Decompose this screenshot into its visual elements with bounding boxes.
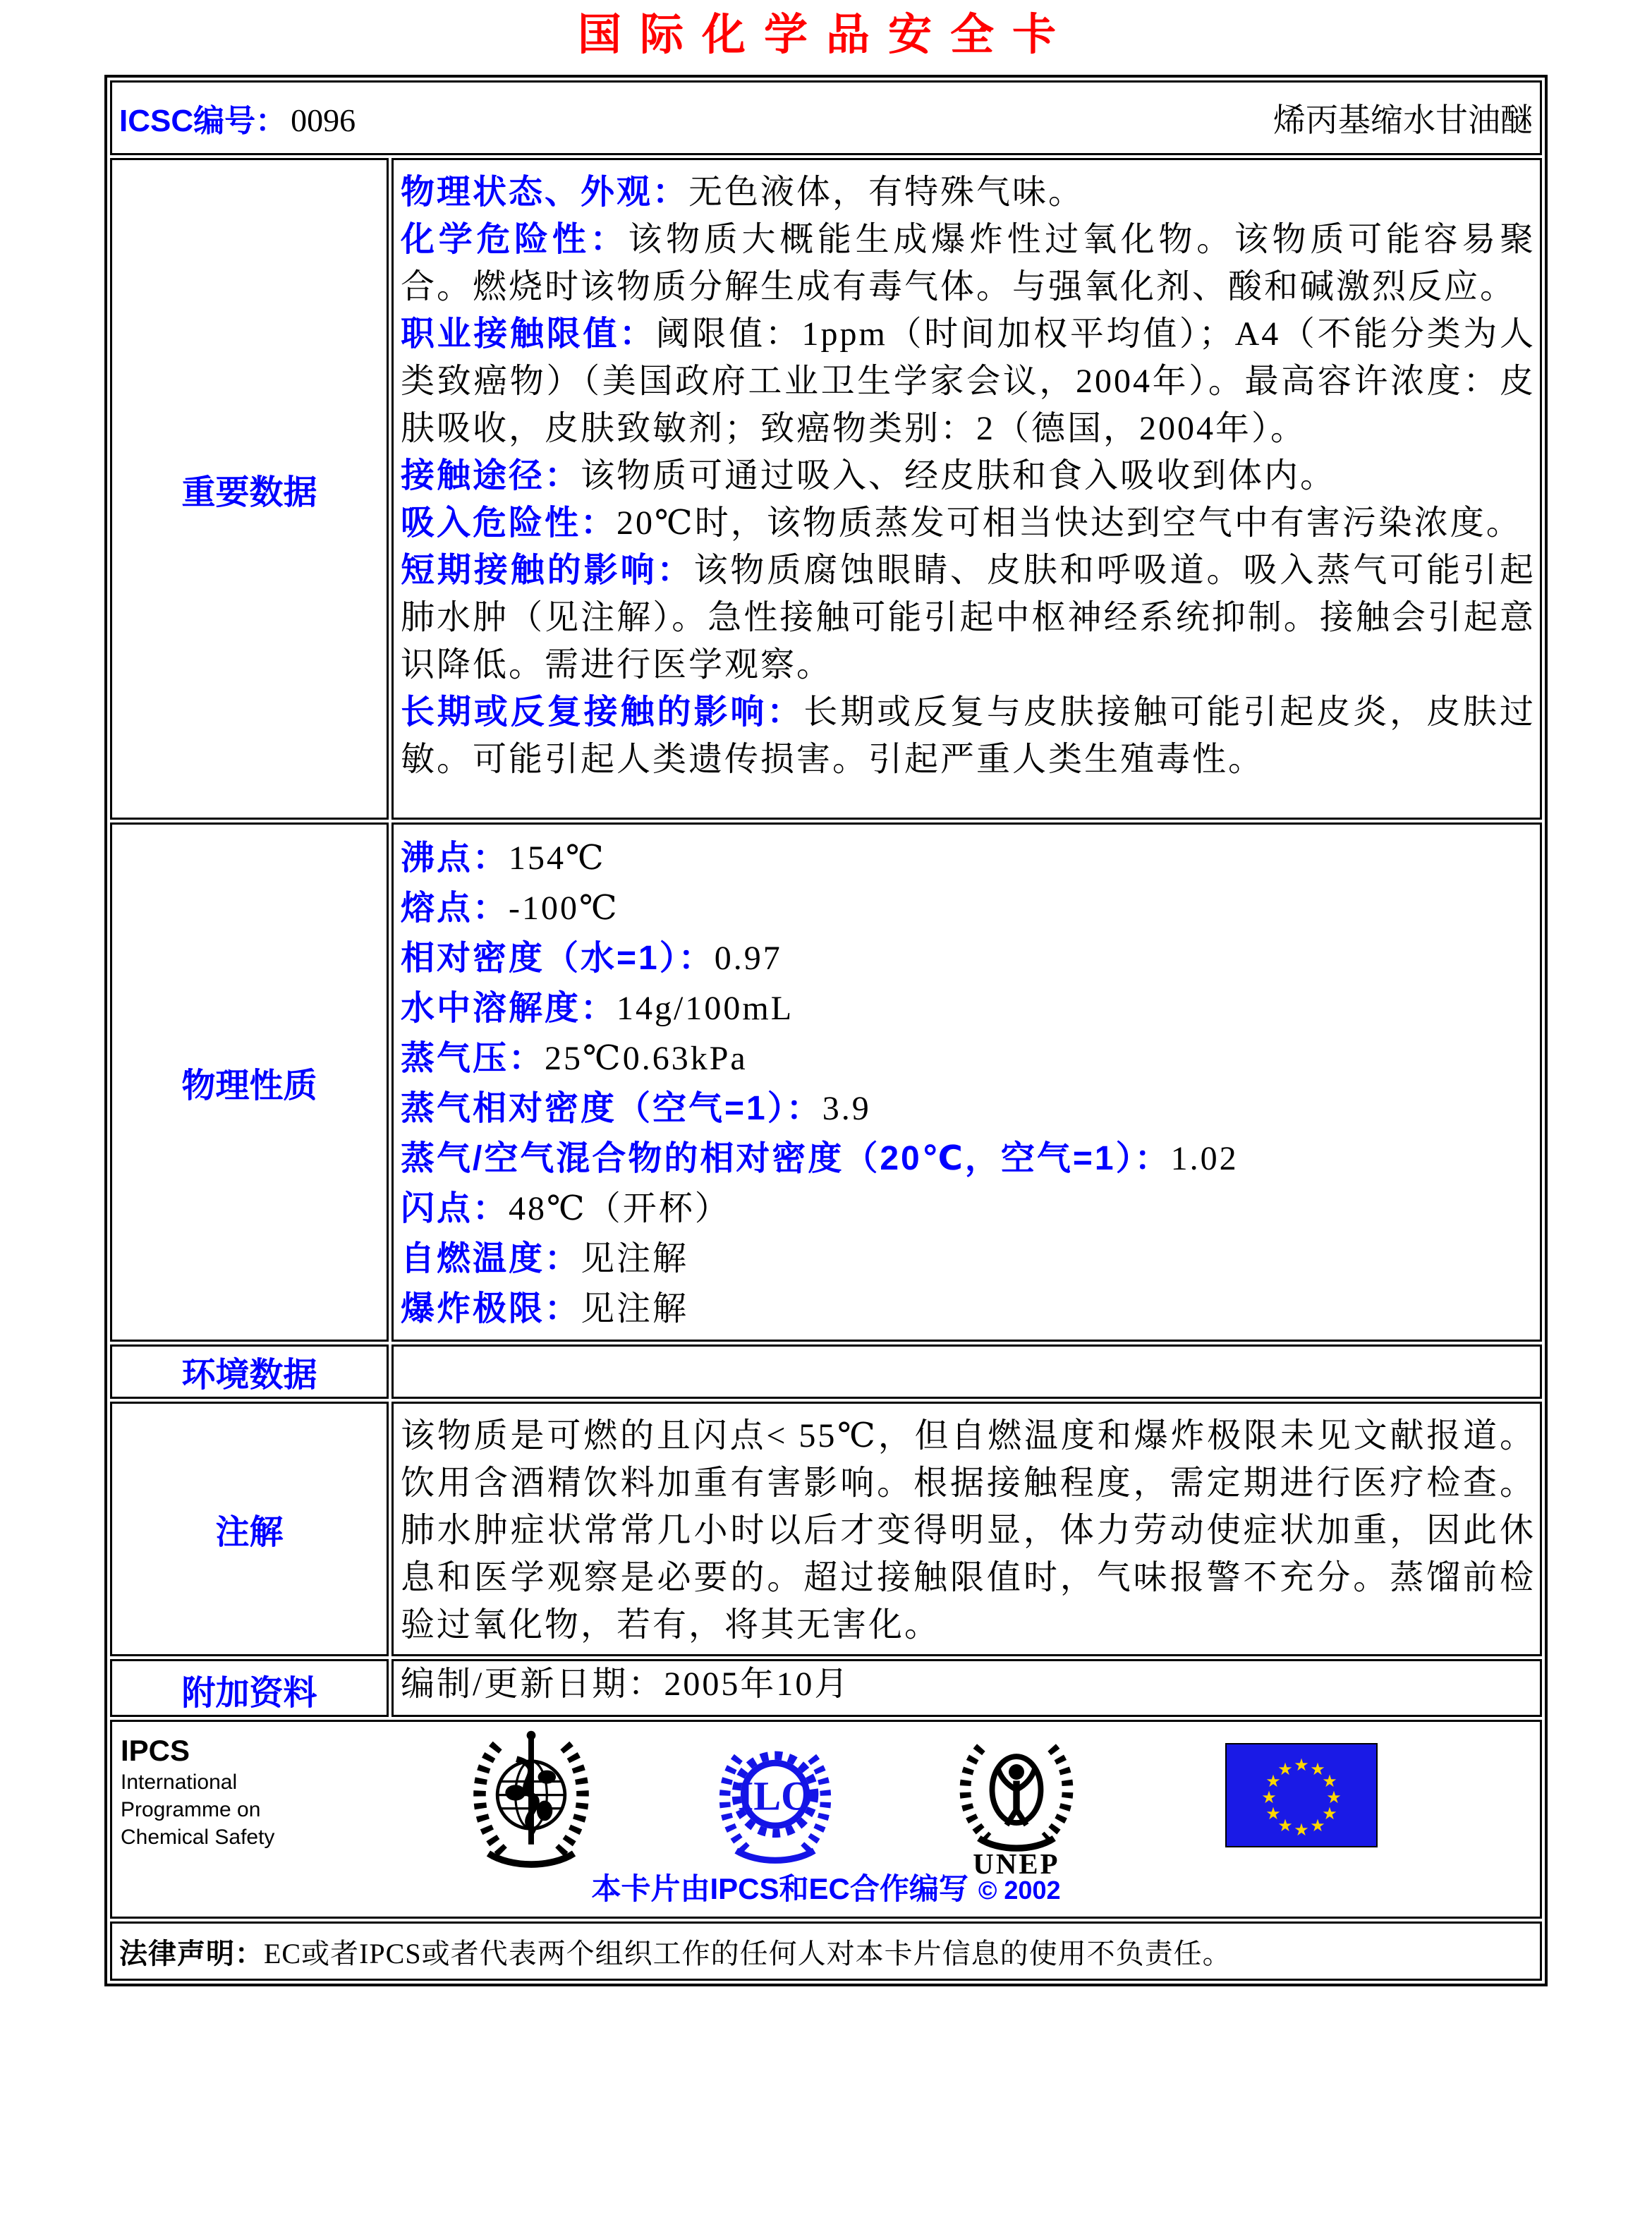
- item-text: 长期或反复与皮肤接触可能引起皮炎，皮肤过敏。可能引起人类遗传损害。引起严重人类生殖毒性。: [401, 693, 1536, 778]
- property-label: 闪点：: [401, 1190, 509, 1227]
- svg-text:★: ★: [1310, 1816, 1325, 1835]
- icsc-number-group: [119, 95, 356, 140]
- data-item: [401, 310, 1536, 452]
- property-value: -100℃: [509, 890, 619, 927]
- data-item: [401, 169, 1536, 216]
- property-line: [401, 1033, 1536, 1083]
- property-label: 爆炸极限：: [401, 1290, 581, 1328]
- ipcs-line: Chemical Safety: [121, 1826, 275, 1849]
- property-line: [401, 983, 1536, 1033]
- property-value: 0.97: [714, 940, 782, 977]
- footer-row: [110, 1720, 1542, 1919]
- item-label: 职业接触限值：: [401, 315, 656, 353]
- ipcs-abbr: IPCS: [121, 1734, 190, 1767]
- notes-text: 该物质是可燃的且闪点< 55℃，但自燃温度和爆炸极限未见文献报道。饮用含酒精饮料加重有害影响。根据接触程度，需定期进行医疗检查。肺水肿症状常常几小时以后才变得明显，体力劳动使症状加重，因此休息和医学观察是必要的。超过接触限值时，气味报警不充分。蒸馏前检验过氧化物，若有，将其无害化。: [401, 1417, 1536, 1644]
- ipcs-block: [121, 1733, 274, 1851]
- notes-row: [110, 1402, 1542, 1656]
- additional-info-row: [110, 1659, 1542, 1717]
- item-label: 长期或反复接触的影响：: [401, 693, 804, 731]
- property-value: 见注解: [581, 1240, 689, 1277]
- icsc-card-page: [0, 4, 1652, 1986]
- legal-row: [110, 1922, 1542, 1981]
- row-label-additional-info: 附加资料: [110, 1659, 389, 1717]
- property-label: 蒸气相对密度（空气=1）：: [401, 1090, 822, 1127]
- property-line: [401, 933, 1536, 983]
- important-data-content: [391, 158, 1542, 820]
- header-bar: [119, 95, 1533, 141]
- chemical-name: 烯丙基缩水甘油醚: [1273, 102, 1533, 138]
- notes-content: [391, 1402, 1542, 1656]
- property-value: 1.02: [1170, 1140, 1239, 1177]
- eu-flag-icon: [1225, 1743, 1378, 1847]
- legal-text: EC或者IPCS或者代表两个组织工作的任何人对本卡片信息的使用不负责任。: [264, 1937, 1232, 1969]
- item-text: 无色液体，有特殊气味。: [688, 174, 1085, 211]
- property-value: 25℃0.63kPa: [545, 1040, 748, 1077]
- important-data-row: [110, 158, 1542, 820]
- icsc-number-value: 0096: [291, 102, 356, 138]
- environmental-data-content: [391, 1344, 1542, 1399]
- svg-text:★: ★: [1261, 1787, 1277, 1807]
- update-date-text: 编制/更新日期：2005年10月: [401, 1665, 851, 1703]
- caption-text: 本卡片由IPCS和EC合作编写: [591, 1872, 968, 1905]
- svg-text:★: ★: [1277, 1816, 1293, 1835]
- header-row: [110, 80, 1542, 155]
- data-item: [401, 216, 1536, 310]
- property-line: [401, 1184, 1536, 1234]
- svg-text:★: ★: [1265, 1771, 1281, 1791]
- svg-text:★: ★: [1322, 1804, 1337, 1823]
- item-text: 该物质大概能生成爆炸性过氧化物。该物质可能容易聚合。燃烧时该物质分解生成有毒气体。与强氧化剂、酸和碱激烈反应。: [401, 221, 1536, 305]
- svg-text:★: ★: [1265, 1804, 1281, 1823]
- property-line: [401, 1234, 1536, 1284]
- data-item: [401, 499, 1536, 547]
- svg-text:★: ★: [1277, 1759, 1293, 1779]
- item-label: 短期接触的影响：: [401, 552, 694, 589]
- ipcs-line: Programme on: [121, 1798, 261, 1821]
- property-label: 熔点：: [401, 890, 509, 927]
- property-line: [401, 1083, 1536, 1134]
- property-label: 蒸气/空气混合物的相对密度（20℃，空气=1）：: [401, 1140, 1171, 1177]
- svg-text:★: ★: [1294, 1755, 1309, 1775]
- legal-label: 法律声明：: [119, 1938, 264, 1969]
- footer-cell: [110, 1720, 1542, 1919]
- property-value: 3.9: [822, 1090, 871, 1127]
- row-label-notes: 注解: [110, 1402, 389, 1656]
- environmental-data-row: [110, 1344, 1542, 1399]
- data-item: [401, 547, 1536, 688]
- ipcs-line: International: [121, 1771, 238, 1794]
- row-label-important-data: 重要数据: [110, 158, 389, 820]
- property-value: 见注解: [581, 1290, 689, 1328]
- item-text: 20℃时，该物质蒸发可相当快达到空气中有害污染浓度。: [617, 504, 1522, 542]
- additional-info-content: [391, 1659, 1542, 1717]
- svg-text:★: ★: [1326, 1787, 1342, 1807]
- copyright-text: © 2002: [978, 1876, 1061, 1905]
- property-label: 水中溶解度：: [401, 990, 617, 1027]
- data-item: [401, 452, 1536, 499]
- item-label: 吸入危险性：: [401, 504, 617, 542]
- property-line: [401, 1134, 1536, 1184]
- icsc-number-label: ICSC编号：: [119, 104, 287, 138]
- property-value: 14g/100mL: [617, 990, 794, 1027]
- unep-logo-text: UNEP: [973, 1848, 1060, 1878]
- property-value: 154℃: [509, 839, 606, 877]
- footer-caption: [112, 1866, 1540, 1908]
- data-item: [401, 688, 1536, 783]
- svg-text:★: ★: [1310, 1759, 1325, 1779]
- property-line: [401, 883, 1536, 933]
- physical-properties-content: [391, 822, 1542, 1342]
- property-label: 相对密度（水=1）：: [401, 940, 715, 977]
- row-label-environmental-data: 环境数据: [110, 1344, 389, 1399]
- property-label: 自燃温度：: [401, 1240, 581, 1277]
- legal-cell: [110, 1922, 1542, 1981]
- item-label: 接触途径：: [401, 457, 581, 494]
- icsc-table: [104, 75, 1548, 1986]
- property-line: [401, 833, 1536, 883]
- physical-properties-row: [110, 822, 1542, 1342]
- svg-text:★: ★: [1294, 1820, 1309, 1840]
- ilo-logo-text: ILO: [737, 1773, 813, 1819]
- item-text: 阈限值：1ppm（时间加权平均值）；A4（不能分类为人类致癌物）（美国政府工业卫生学家会议，2004年）。最高容许浓度：皮肤吸收，皮肤致敏剂；致癌物类别：2（德国，2004年）。: [401, 315, 1536, 447]
- item-text: 该物质腐蚀眼睛、皮肤和呼吸道。吸入蒸气可能引起肺水肿（见注解）。急性接触可能引起中枢神经系统抑制。接触会引起意识降低。需进行医学观察。: [401, 552, 1536, 684]
- header-cell: [110, 80, 1542, 155]
- ilo-logo-icon: [710, 1736, 840, 1866]
- item-text: 该物质可通过吸入、经皮肤和食入吸收到体内。: [581, 457, 1337, 494]
- item-label: 物理状态、外观：: [401, 174, 689, 211]
- row-label-physical-properties: 物理性质: [110, 822, 389, 1342]
- unep-logo-icon: [950, 1732, 1083, 1878]
- property-line: [401, 1284, 1536, 1334]
- item-label: 化学危险性：: [401, 221, 628, 258]
- svg-text:★: ★: [1322, 1771, 1337, 1791]
- page-title: 国际化学品安全卡: [577, 11, 1074, 59]
- property-label: 沸点：: [401, 839, 509, 877]
- who-logo-icon: [463, 1728, 599, 1871]
- property-value: 48℃（开杯）: [509, 1190, 731, 1227]
- property-label: 蒸气压：: [401, 1040, 545, 1077]
